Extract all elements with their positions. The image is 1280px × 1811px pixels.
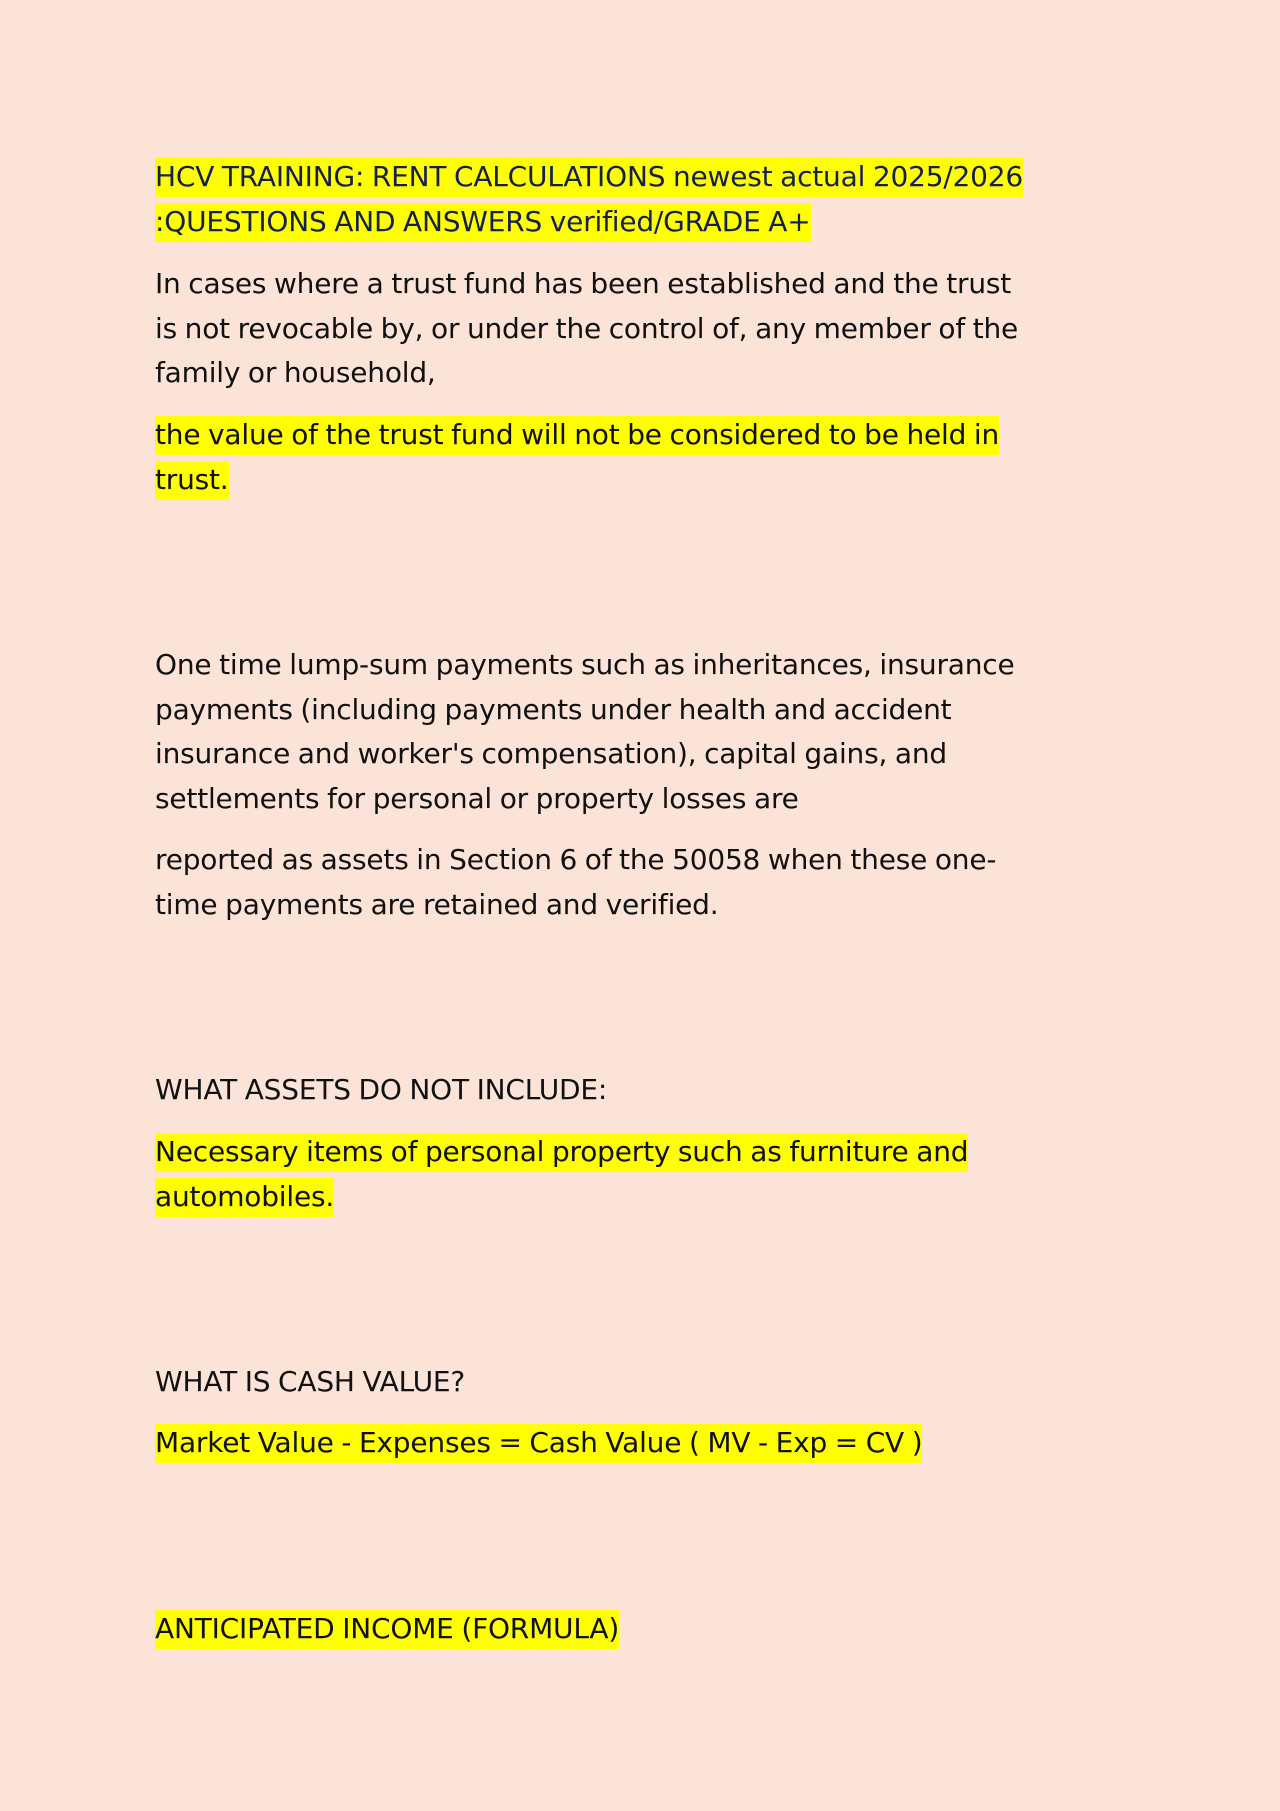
answer-lump-sum bbox=[155, 838, 1145, 927]
question-line: WHAT ASSETS DO NOT INCLUDE: bbox=[155, 1073, 608, 1106]
answer-line: automobiles. bbox=[155, 1178, 334, 1217]
document-title bbox=[155, 155, 1145, 244]
answer-line: time payments are retained and verified. bbox=[155, 887, 719, 921]
answer-trust-fund bbox=[155, 413, 1145, 502]
question-line: insurance and worker's compensation), capital gains, and bbox=[155, 737, 947, 770]
answer-line: reported as assets in Section 6 of the 50058 when these one- bbox=[155, 843, 997, 876]
answer-line: the value of the trust fund will not be considered to be held in bbox=[155, 416, 999, 455]
question-anticipated-income bbox=[155, 1607, 1145, 1652]
question-line: In cases where a trust fund has been established and the trust bbox=[155, 267, 1012, 300]
question-trust-fund bbox=[155, 262, 1145, 396]
question-line: payments (including payments under health and accident bbox=[155, 692, 952, 726]
question-cash-value bbox=[155, 1360, 1145, 1405]
question-line: ANTICIPATED INCOME (FORMULA) bbox=[155, 1610, 619, 1649]
answer-line: Market Value - Expenses = Cash Value ( MV - Exp = CV ) bbox=[155, 1424, 922, 1463]
question-assets-exclusions bbox=[155, 1068, 1145, 1113]
question-lump-sum bbox=[155, 643, 1145, 821]
question-line: One time lump-sum payments such as inheritances, insurance bbox=[155, 648, 1015, 681]
question-line: settlements for personal or property losses are bbox=[155, 781, 799, 815]
question-line: WHAT IS CASH VALUE? bbox=[155, 1365, 466, 1398]
question-line: family or household, bbox=[155, 356, 436, 389]
answer-line: trust. bbox=[155, 461, 229, 500]
answer-line: Necessary items of personal property such as furniture and bbox=[155, 1133, 968, 1172]
answer-cash-value bbox=[155, 1421, 1145, 1466]
question-line: is not revocable by, or under the control of, any member of the bbox=[155, 311, 1019, 345]
answer-assets-exclusions bbox=[155, 1130, 1145, 1219]
title-line-2: :QUESTIONS AND ANSWERS verified/GRADE A+ bbox=[155, 203, 811, 242]
title-line-1: HCV TRAINING: RENT CALCULATIONS newest actual 2025/2026 bbox=[155, 158, 1023, 197]
